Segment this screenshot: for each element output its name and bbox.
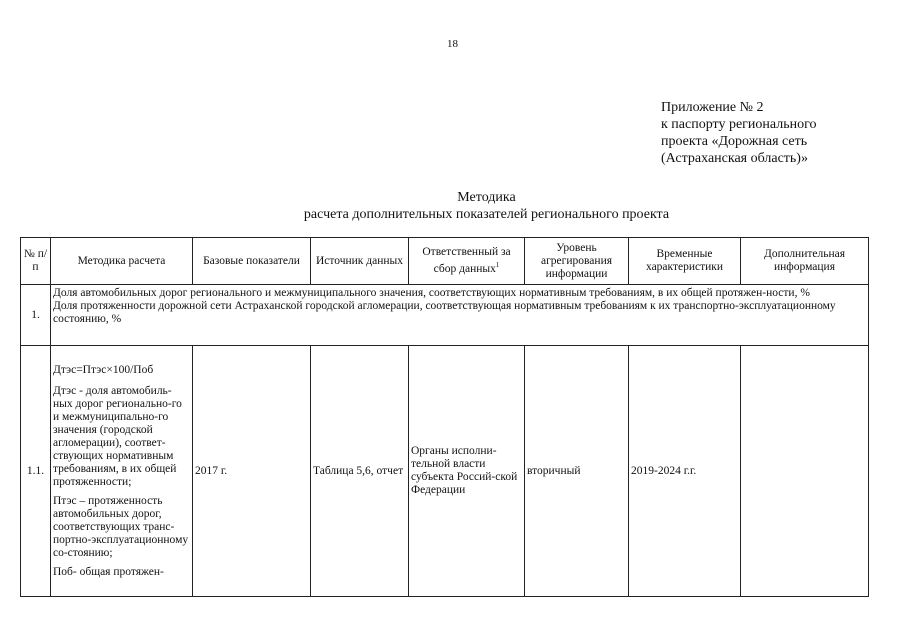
appendix-line-4: (Астраханская область)» (661, 151, 808, 166)
definition-3: Поб- общая протяжен- (53, 565, 164, 578)
document-title (0, 189, 905, 223)
indicator-text-b: Доля протяженности дорожной сети Астраханской городской агломерации, соответствующая нормативным требованиям к их транспортно-эксплуатационному состоянию, % (53, 300, 836, 325)
header-method: Методика расчета (51, 238, 193, 285)
header-level: Уровень агрегирования информации (525, 238, 629, 285)
time-cell: 2019-2024 г.г. (629, 346, 741, 597)
header-base: Базовые показатели (193, 238, 311, 285)
title-line-1: Методика (457, 190, 516, 205)
header-extra: Дополнительная информация (741, 238, 869, 285)
level-cell: вторичный (525, 346, 629, 597)
page-number: 18 (447, 38, 458, 50)
definition-1: Дтэс - доля автомобиль-ных дорог регионально-го и межмуниципально-го значения (городской агломерации), соответ-ствующих нормативным требованиям, в их общей протяженности; (53, 384, 182, 488)
source-cell: Таблица 5,6, отчет (311, 346, 409, 597)
formula-text: Дтэс=Птэс×100/Поб (53, 363, 154, 376)
responsible-cell: Органы исполни-тельной власти субъекта Россий-ской Федерации (409, 346, 525, 597)
appendix-line-3: проекта «Дорожная сеть (661, 134, 808, 149)
table-row (21, 285, 869, 346)
row-number: 1.1. (21, 346, 51, 597)
method-cell (51, 346, 193, 597)
appendix-line-2: к паспорту регионального (661, 117, 817, 132)
header-time: Временные характеристики (629, 238, 741, 285)
definition-2: Птэс – протяженность автомобильных дорог, соответствующих транс-портно-эксплуатационному со-стоянию; (53, 494, 189, 559)
appendix-line-1: Приложение № 2 (661, 100, 764, 115)
indicator-text-a: Доля автомобильных дорог регионального и межмуниципального значения, соответствующих нормативным требованиям, в их общей протяжен-ности, % (53, 287, 810, 299)
header-responsible (409, 238, 525, 285)
indicator-description (51, 285, 869, 346)
row-number: 1. (21, 285, 51, 346)
table-header-row (21, 238, 869, 285)
appendix-note (661, 99, 817, 167)
indicators-table (20, 237, 869, 597)
title-line-2: расчета дополнительных показателей регионального проекта (303, 207, 670, 222)
header-source: Источник данных (311, 238, 409, 285)
footnote-marker: 1 (495, 261, 500, 270)
header-num: № п/п (21, 238, 51, 285)
base-cell: 2017 г. (193, 346, 311, 597)
extra-cell (741, 346, 869, 597)
table-row (21, 346, 869, 597)
header-responsible-label: Ответственный за сбор данных (422, 246, 511, 275)
